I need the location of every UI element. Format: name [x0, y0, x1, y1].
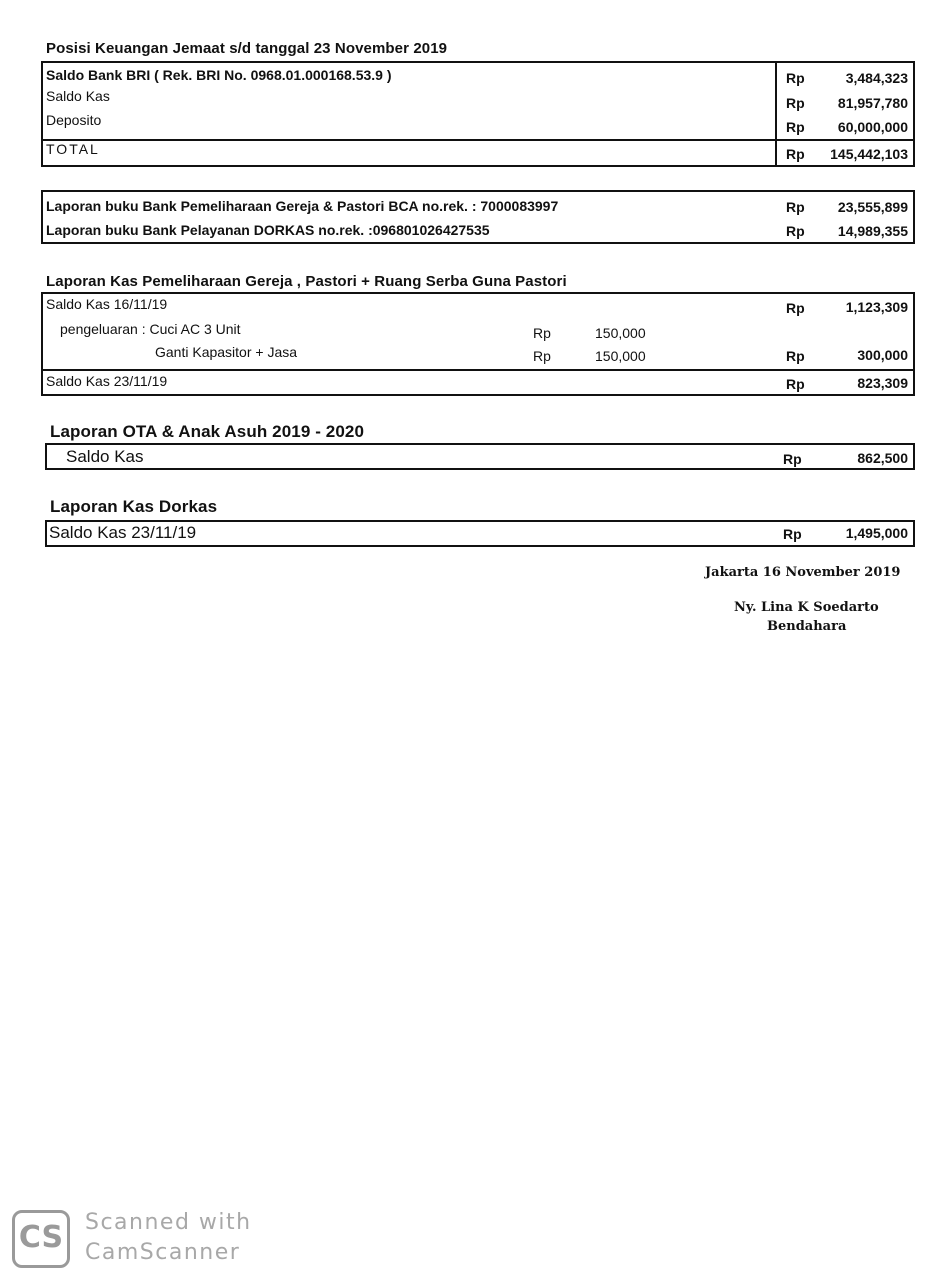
bca-rp: Rp	[786, 199, 805, 215]
expense1-rp: Rp	[533, 325, 551, 341]
signature-place-date: Jakarta 16 November 2019	[705, 565, 901, 580]
total-label: TOTAL	[46, 141, 100, 157]
dorkas-bank-label: Laporan buku Bank Pelayanan DORKAS no.rek. :096801026427535	[46, 222, 490, 238]
section1-title: Posisi Keuangan Jemaat s/d tanggal 23 November 2019	[46, 40, 448, 57]
expense-label: pengeluaran : Cuci AC 3 Unit	[60, 321, 241, 337]
expense2-rp: Rp	[533, 348, 551, 364]
bca-label: Laporan buku Bank Pemeliharaan Gereja & Pastori BCA no.rek. : 7000083997	[46, 198, 559, 214]
expense-total-amount: 300,000	[857, 347, 908, 363]
dorkas-bank-rp: Rp	[786, 223, 805, 239]
section1-total-line	[41, 139, 915, 141]
section5-title: Laporan Kas Dorkas	[50, 497, 218, 516]
opening-label: Saldo Kas 16/11/19	[46, 296, 168, 312]
expense2-label: Ganti Kapasitor + Jasa	[155, 344, 298, 360]
dorkas-label: Saldo Kas 23/11/19	[49, 523, 197, 542]
section1-divider	[775, 61, 777, 167]
watermark-line1: Scanned with	[85, 1210, 252, 1235]
expense1-amount: 150,000	[595, 325, 646, 341]
camscanner-logo: CS	[12, 1210, 70, 1268]
expense-total-rp: Rp	[786, 348, 805, 364]
ota-amount: 862,500	[857, 450, 908, 466]
ota-label: Saldo Kas	[66, 447, 144, 466]
deposito-label: Deposito	[46, 112, 102, 128]
kas-rp: Rp	[786, 95, 805, 111]
bri-rp: Rp	[786, 70, 805, 86]
bri-amount: 3,484,323	[845, 70, 908, 86]
bri-label: Saldo Bank BRI ( Rek. BRI No. 0968.01.000168.53.9 )	[46, 67, 392, 83]
dorkas-amount: 1,495,000	[845, 525, 908, 541]
total-rp: Rp	[786, 146, 805, 162]
closing-label: Saldo Kas 23/11/19	[46, 373, 168, 389]
section3-title: Laporan Kas Pemeliharaan Gereja , Pastori + Ruang Serba Guna Pastori	[46, 273, 567, 290]
kas-amount: 81,957,780	[837, 95, 908, 111]
signature-role: Bendahara	[767, 619, 847, 634]
total-amount: 145,442,103	[830, 146, 908, 162]
section3-closing-line	[41, 369, 915, 371]
dorkas-rp: Rp	[783, 526, 802, 542]
opening-amount: 1,123,309	[845, 299, 908, 315]
kas-label: Saldo Kas	[46, 88, 110, 104]
dorkas-bank-amount: 14,989,355	[837, 223, 908, 239]
opening-rp: Rp	[786, 300, 805, 316]
closing-rp: Rp	[786, 376, 805, 392]
section4-title: Laporan OTA & Anak Asuh 2019 - 2020	[50, 422, 364, 441]
expense2-amount: 150,000	[595, 348, 646, 364]
ota-rp: Rp	[783, 451, 802, 467]
bca-amount: 23,555,899	[837, 199, 908, 215]
closing-amount: 823,309	[857, 375, 908, 391]
deposito-amount: 60,000,000	[837, 119, 908, 135]
watermark-line2: CamScanner	[85, 1240, 241, 1265]
deposito-rp: Rp	[786, 119, 805, 135]
signature-name: Ny. Lina K Soedarto	[734, 600, 879, 615]
